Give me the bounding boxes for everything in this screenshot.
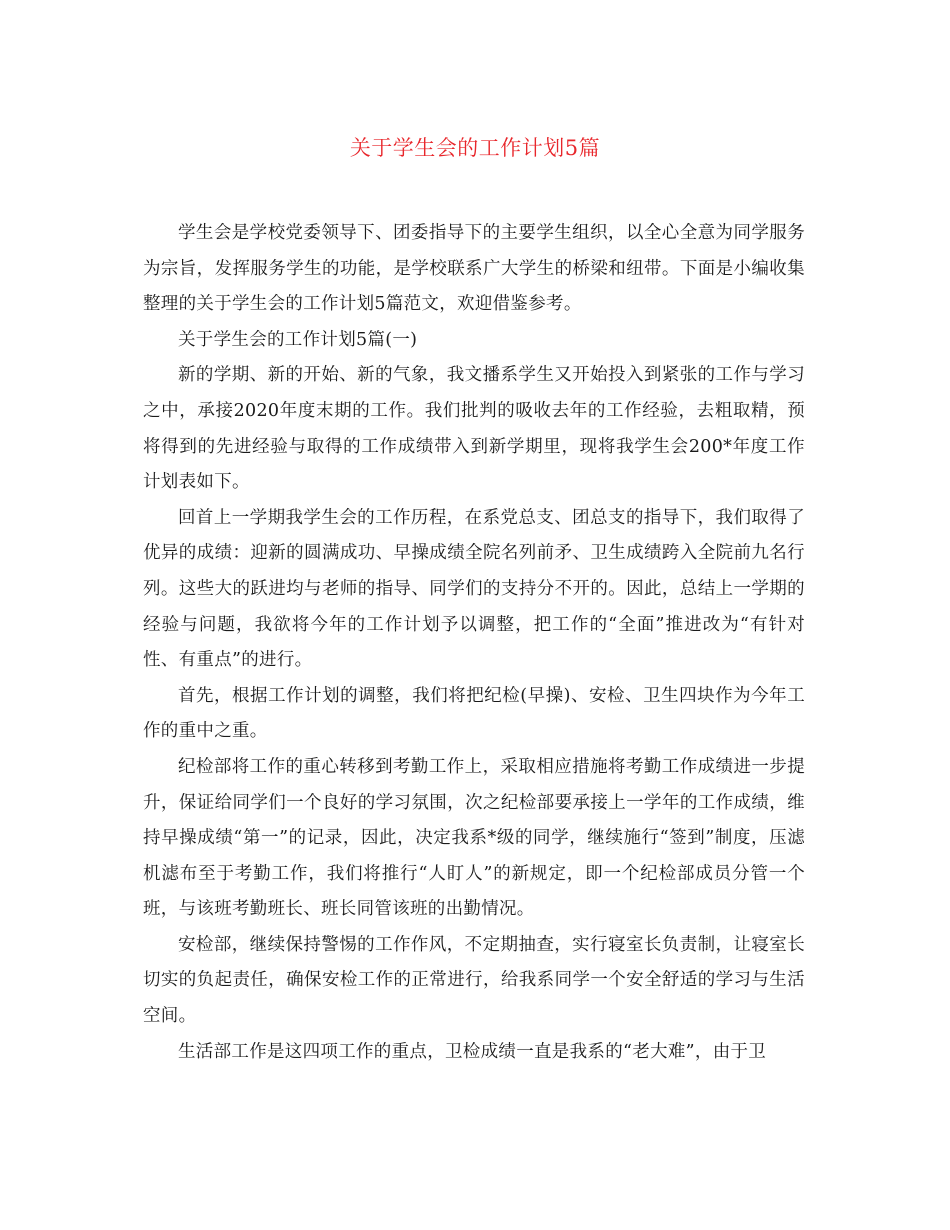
document-body bbox=[143, 216, 805, 1070]
paragraph-section-heading: 关于学生会的工作计划5篇(一) bbox=[178, 329, 418, 350]
paragraph-life-dept: 生活部工作是这四项工作的重点，卫检成绩一直是我系的“老大难”，由于卫 bbox=[178, 1041, 767, 1062]
paragraph-safety-dept: 安检部，继续保持警惕的工作作风，不定期抽查，实行寝室长负责制，让寝室长切实的负起责任，确保安检工作的正常进行，给我系同学一个安全舒适的学习与生活空间。 bbox=[143, 934, 805, 1027]
paragraph-new-semester: 新的学期、新的开始、新的气象，我文播系学生又开始投入到紧张的工作与学习之中，承接2020年度末期的工作。我们批判的吸收去年的工作经验，去粗取精，预将得到的先进经验与取得的工作成绩带入到新学期里，现将我学生会200*年度工作计划表如下。 bbox=[143, 365, 805, 493]
paragraph-intro: 学生会是学校党委领导下、团委指导下的主要学生组织，以全心全意为同学服务为宗旨，发挥服务学生的功能，是学校联系广大学生的桥梁和纽带。下面是小编收集整理的关于学生会的工作计划5篇范文，欢迎借鉴参考。 bbox=[143, 223, 805, 315]
paragraph-discipline-dept: 纪检部将工作的重心转移到考勤工作上，采取相应措施将考勤工作成绩进一步提升，保证给同学们一个良好的学习氛围，次之纪检部要承接上一学年的工作成绩，维持早操成绩“第一”的记录，因此，决定我系*级的同学，继续施行“签到”制度，压滤机滤布至于考勤工作，我们将推行“人盯人”的新规定，即一个纪检部成员分管一个班，与该班考勤班长、班长同管该班的出勤情况。 bbox=[143, 756, 805, 920]
document-title: 关于学生会的工作计划5篇 bbox=[349, 136, 601, 160]
paragraph-review: 回首上一学期我学生会的工作历程，在系党总支、团总支的指导下，我们取得了优异的成绩：迎新的圆满成功、早操成绩全院名列前矛、卫生成绩跨入全院前九名行列。这些大的跃进均与老师的指导、同学们的支持分不开的。因此，总结上一学期的经验与问题，我欲将今年的工作计划予以调整，把工作的“全面”推进改为“有针对性、有重点”的进行。 bbox=[143, 507, 805, 671]
paragraph-first: 首先，根据工作计划的调整，我们将把纪检(早操)、安检、卫生四块作为今年工作的重中之重。 bbox=[143, 685, 805, 742]
